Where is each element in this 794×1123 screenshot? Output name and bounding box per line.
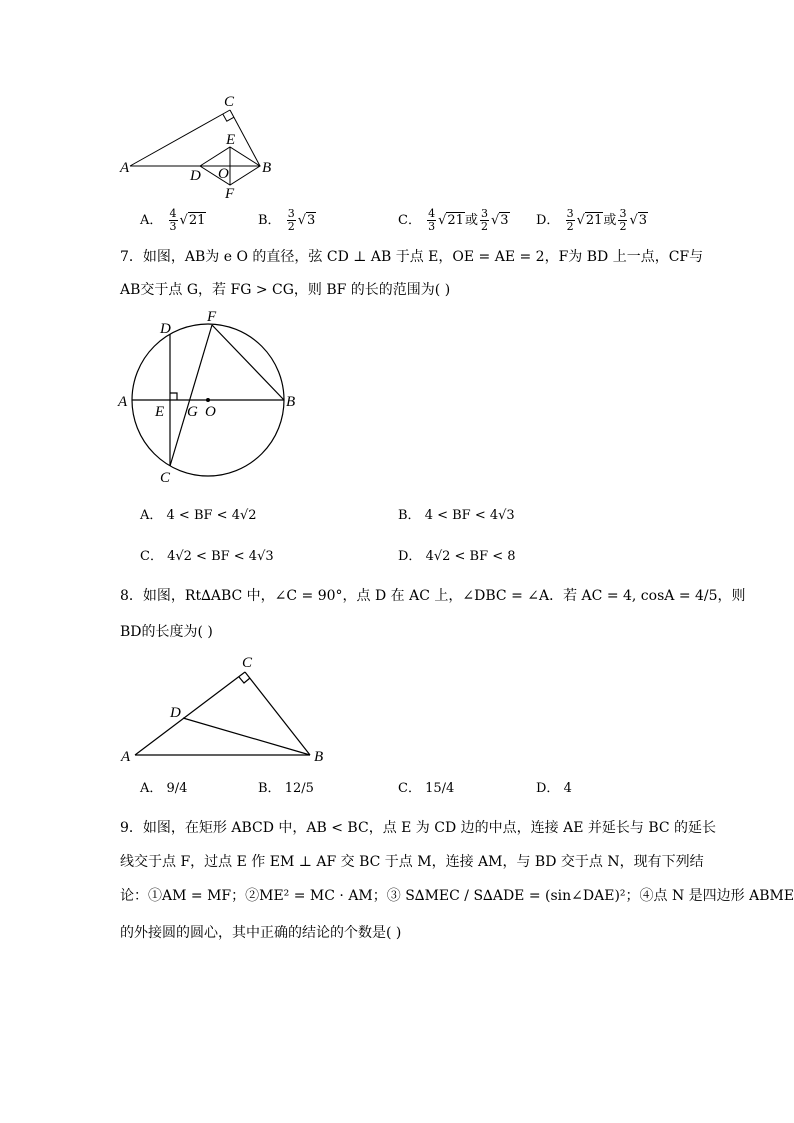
label-d: D	[160, 321, 171, 337]
q8-option-b[interactable]: B． 12/5	[258, 781, 314, 796]
label-e: E	[155, 404, 165, 420]
label-b: B	[286, 394, 296, 410]
figure-q8	[115, 650, 335, 768]
q7-option-b[interactable]: B． 4 < BF < 4√3	[398, 508, 515, 523]
label-c: C	[242, 655, 253, 671]
q8-line1: 8．如图，Rt∆ABC 中，∠C = 90°，点 D 在 AC 上，∠DBC = ∠A．若 AC = 4, cosA = 4/5，则	[120, 588, 746, 604]
label-o: O	[218, 166, 229, 182]
q7-line2: AB交于点 G，若 FG > CG，则 BF 的长的范围为( )	[120, 282, 451, 298]
label-a: A	[118, 394, 128, 410]
q7-option-d[interactable]: D． 4√2 < BF < 8	[398, 549, 516, 564]
label-o: O	[205, 404, 216, 420]
q7-line1: 7．如图，AB为 e O 的直径，弦 CD ⊥ AB 于点 E，OE = AE = 2，F为 BD 上一点，CF与	[120, 249, 704, 265]
label-b: B	[314, 749, 324, 765]
label-c: C	[160, 470, 171, 486]
q8-option-d[interactable]: D． 4	[536, 781, 572, 796]
q7-option-a[interactable]: A． 4 < BF < 4√2	[140, 508, 257, 523]
label-c: C	[224, 94, 235, 110]
q6-option-d[interactable]: D． $\frac{3}{2}$ √21或 $\frac{3}{2}$ √3	[536, 207, 648, 233]
q9-line3: 论：①AM = MF；②ME² = MC · AM；③ S∆MEC / S∆ADE = (sin∠DAE)²；④点 N 是四边形 ABME	[120, 888, 794, 904]
label-d: D	[190, 168, 201, 184]
q7-option-c[interactable]: C． 4√2 < BF < 4√3	[140, 549, 274, 564]
q6-option-b[interactable]: B． $\frac{3}{2}$ √3	[258, 207, 316, 233]
q8-option-c[interactable]: C． 15/4	[398, 781, 455, 796]
label-e: E	[226, 132, 236, 148]
label-a: A	[120, 160, 130, 176]
label-b: B	[262, 160, 272, 176]
figure-q7	[115, 305, 305, 490]
figure-q6	[110, 90, 290, 200]
q6-option-c[interactable]: C． $\frac{4}{3}$ √21或 $\frac{3}{2}$ √3	[398, 207, 509, 233]
q6-option-a[interactable]: A． $\frac{4}{3}$ √21	[140, 207, 206, 233]
q9-line4: 的外接圆的圆心，其中正确的结论的个数是( )	[120, 925, 402, 941]
q9-line1: 9．如图，在矩形 ABCD 中，AB < BC，点 E 为 CD 边的中点，连接 AE 并延长与 BC 的延长	[120, 820, 717, 836]
label-a: A	[121, 749, 131, 765]
label-f: F	[225, 186, 235, 200]
q9-line2: 线交于点 F，过点 E 作 EM ⊥ AF 交 BC 于点 M，连接 AM，与 BD 交于点 N，现有下列结	[120, 854, 704, 870]
label-g: G	[187, 404, 198, 420]
q8-line2: BD的长度为( )	[120, 624, 213, 640]
q8-option-a[interactable]: A． 9/4	[140, 781, 188, 796]
label-d: D	[170, 705, 181, 721]
label-f: F	[207, 309, 217, 325]
